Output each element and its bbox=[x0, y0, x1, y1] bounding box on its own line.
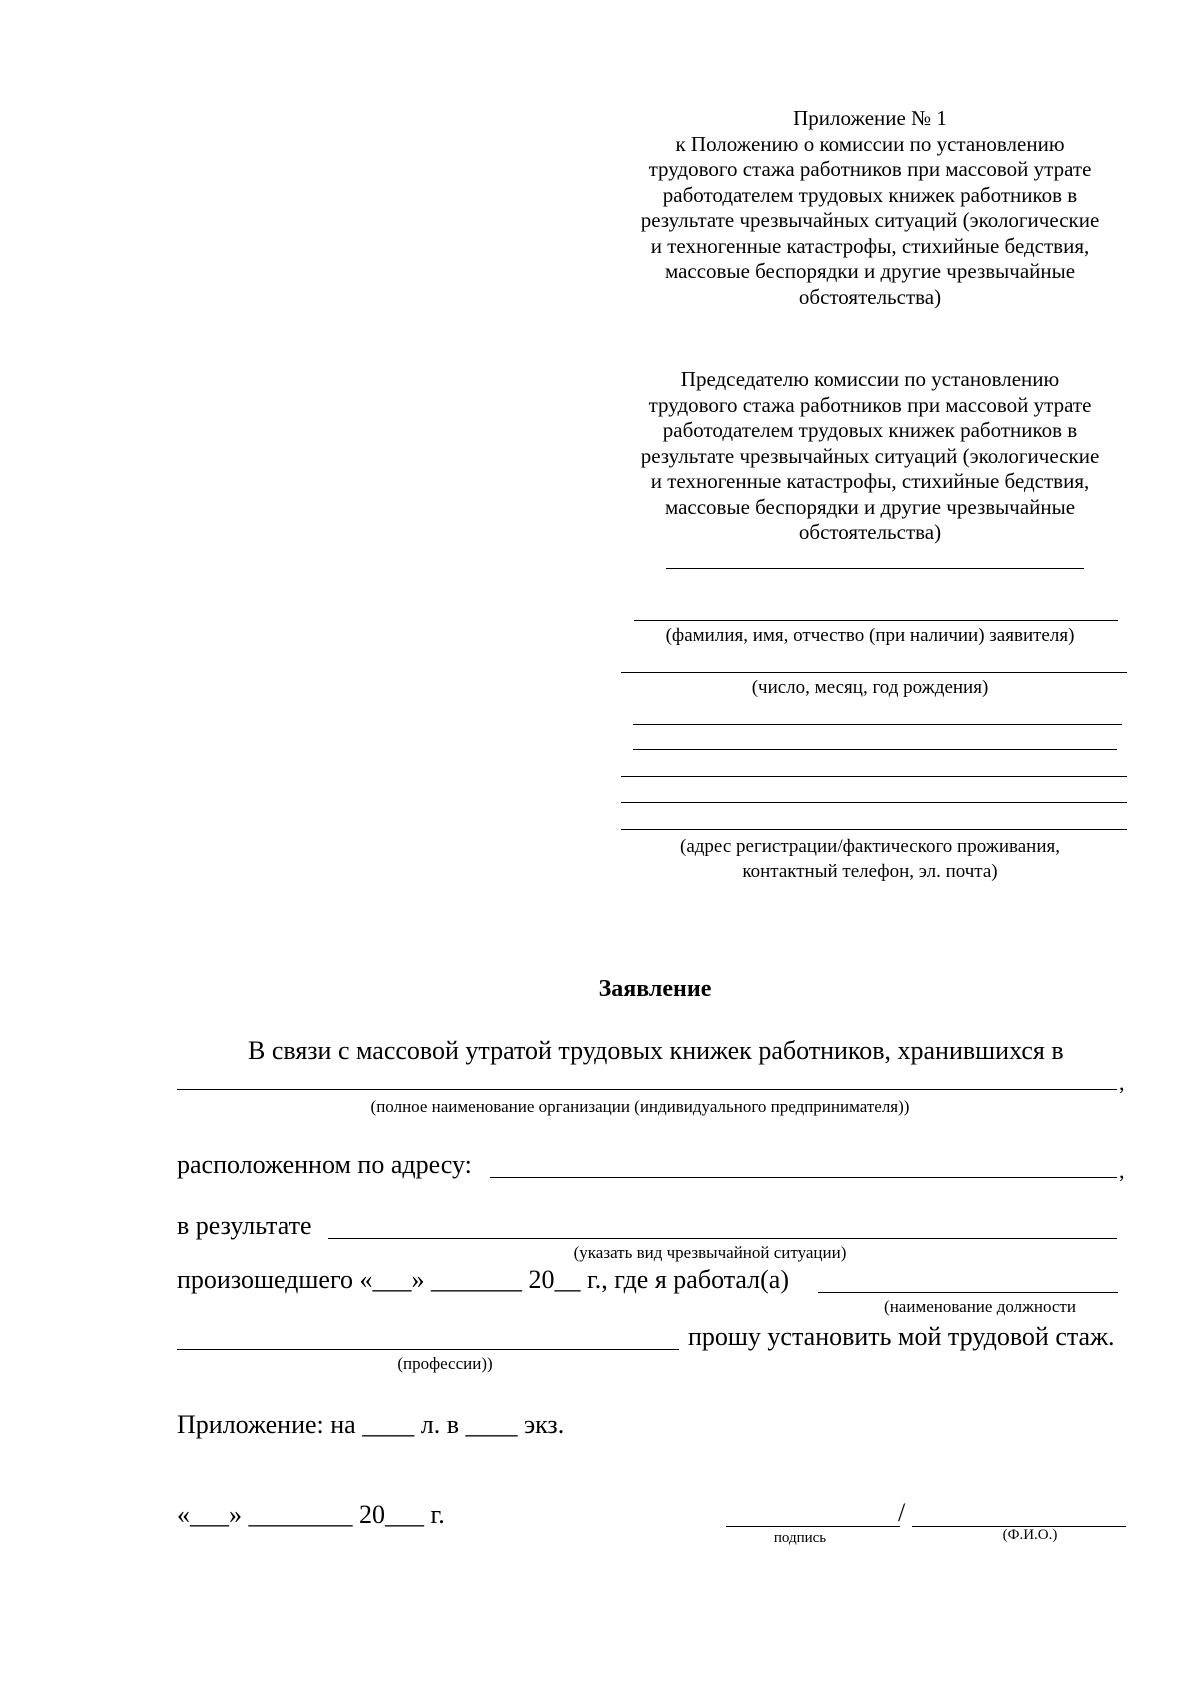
position-field[interactable] bbox=[818, 1292, 1118, 1293]
appendix-line: и техногенные катастрофы, стихийные бедствия, bbox=[650, 233, 1090, 258]
addressee-line: массовые беспорядки и другие чрезвычайные bbox=[664, 494, 1076, 519]
addressee-line: и техногенные катастрофы, стихийные бедствия, bbox=[650, 469, 1090, 493]
birth-date-field[interactable] bbox=[621, 672, 1127, 673]
occurred-text: произошедшего «___» _______ 20__ г., где я работал(а) bbox=[177, 1265, 790, 1294]
appendix-line: к Положению о комиссии по установлению bbox=[675, 131, 1065, 156]
addressee-line: трудового стажа работников при массовой утрате bbox=[648, 392, 1092, 417]
organization-name-field[interactable] bbox=[177, 1089, 1117, 1090]
address-caption-line-1: (адрес регистрации/фактического проживания, bbox=[680, 836, 1060, 857]
birth-date-caption: (число, месяц, год рождения) bbox=[751, 677, 989, 698]
request-text: прошу установить мой трудовой стаж. bbox=[688, 1322, 1115, 1351]
statement-intro: В связи с массовой утратой трудовых книжек работников, хранившихся в bbox=[248, 1036, 1064, 1065]
signature-slash: / bbox=[898, 1498, 906, 1527]
appendix-title: Приложение № 1 bbox=[793, 106, 947, 130]
emergency-caption: (указать вид чрезвычайной ситуации) bbox=[573, 1243, 847, 1262]
address-field-line[interactable] bbox=[633, 749, 1117, 750]
address-field-line[interactable] bbox=[621, 802, 1127, 803]
appendix-block bbox=[620, 106, 1120, 310]
addressee-block bbox=[620, 367, 1120, 546]
addressee-line: Председателю комиссии по установлению bbox=[680, 367, 1060, 391]
addressee-line: результате чрезвычайных ситуаций (экологические bbox=[640, 443, 1100, 468]
address-label: расположенном по адресу: bbox=[177, 1150, 472, 1179]
attachment-text: Приложение: на ____ л. в ____ экз. bbox=[177, 1410, 565, 1439]
applicant-name-caption: (фамилия, имя, отчество (при наличии) заявителя) bbox=[665, 625, 1075, 646]
statement-heading: Заявление bbox=[598, 976, 712, 1002]
address-field-line[interactable] bbox=[633, 724, 1122, 725]
profession-field[interactable] bbox=[177, 1349, 679, 1350]
organization-address-field[interactable] bbox=[490, 1177, 1117, 1178]
signature-field[interactable] bbox=[726, 1526, 900, 1527]
appendix-line: массовые беспорядки и другие чрезвычайные bbox=[664, 259, 1076, 283]
appendix-line: работодателем трудовых книжек работников в bbox=[662, 182, 1078, 207]
appendix-line: результате чрезвычайных ситуаций (экологические bbox=[640, 208, 1100, 232]
signature-caption: подпись bbox=[773, 1530, 827, 1546]
profession-caption: (профессии)) bbox=[397, 1354, 493, 1373]
emergency-type-field[interactable] bbox=[328, 1238, 1117, 1239]
comma: , bbox=[1119, 1158, 1125, 1183]
appendix-line: трудового стажа работников при массовой утрате bbox=[648, 157, 1092, 181]
address-field-line[interactable] bbox=[621, 776, 1127, 777]
fio-caption: (Ф.И.О.) bbox=[1002, 1527, 1058, 1543]
organization-caption: (полное наименование организации (индивидуального предпринимателя)) bbox=[370, 1097, 910, 1116]
comma: , bbox=[1119, 1070, 1125, 1095]
address-field-line[interactable] bbox=[621, 829, 1127, 830]
address-caption-line-2: контактный телефон, эл. почта) bbox=[742, 861, 998, 882]
applicant-name-field[interactable] bbox=[634, 620, 1118, 621]
date-line: «___» ________ 20___ г. bbox=[177, 1500, 445, 1529]
addressee-line: обстоятельства) bbox=[798, 520, 942, 544]
appendix-line: обстоятельства) bbox=[798, 284, 942, 309]
addressee-line: работодателем трудовых книжек работников в bbox=[662, 418, 1078, 442]
position-caption: (наименование должности bbox=[884, 1297, 1076, 1316]
address-caption bbox=[620, 834, 1120, 884]
chairman-name-field[interactable] bbox=[666, 568, 1084, 569]
result-label: в результате bbox=[177, 1211, 312, 1240]
